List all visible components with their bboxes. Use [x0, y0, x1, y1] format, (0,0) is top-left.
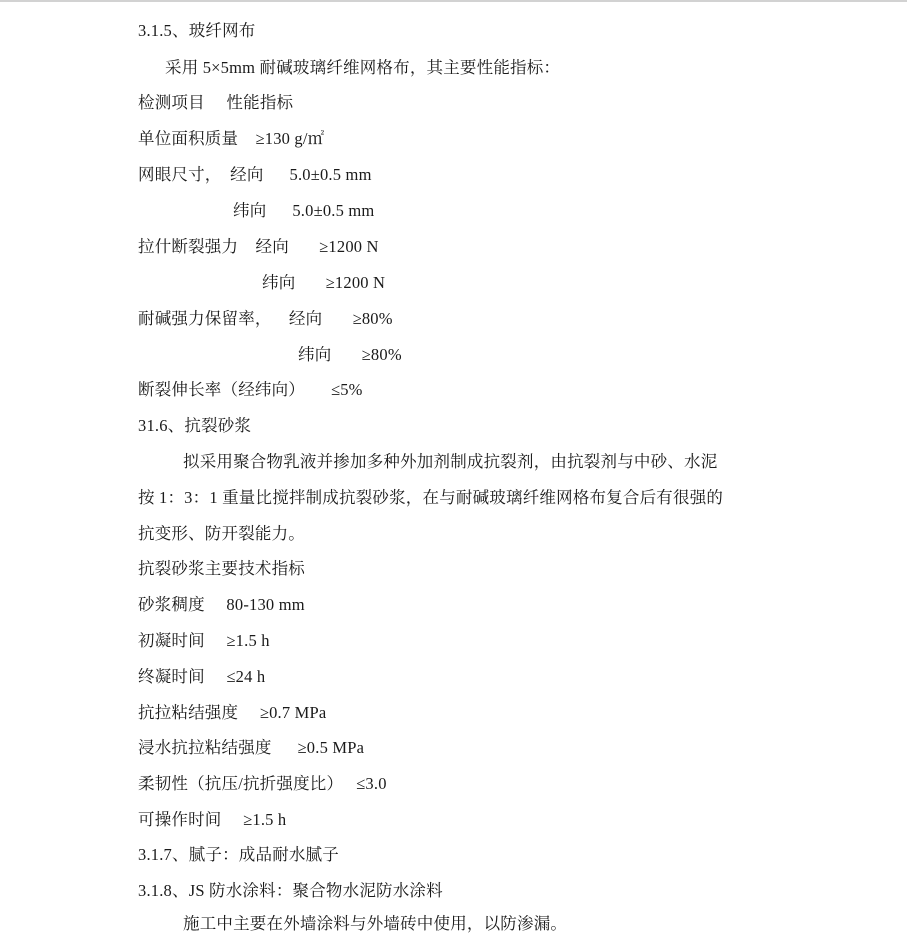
paragraph-line: 抗变形、防开裂能力。: [138, 524, 305, 543]
spec-line: 纬向 5.0±0.5 mm: [233, 201, 375, 220]
spec-line: 纬向 ≥1200 N: [262, 273, 386, 292]
spec-line: 抗拉粘结强度 ≥0.7 MPa: [138, 703, 327, 722]
spec-line: 可操作时间 ≥1.5 h: [138, 810, 287, 829]
subheading-line: 抗裂砂浆主要技术指标: [138, 559, 305, 578]
spec-line: 浸水抗拉粘结强度 ≥0.5 MPa: [138, 738, 365, 757]
heading-3-1-7: 3.1.7、腻子：成品耐水腻子: [138, 845, 339, 864]
heading-3-1-5: 3.1.5、玻纤网布: [138, 21, 256, 40]
spec-line: 柔韧性（抗压/抗折强度比） ≤3.0: [138, 774, 387, 793]
spec-line: 耐碱强力保留率， 经向 ≥80%: [138, 309, 393, 328]
paragraph-line-cut-off: 施工中主要在外墙涂料与外墙砖中使用，以防渗漏。: [183, 914, 568, 933]
spec-line: 纬向 ≥80%: [298, 345, 402, 364]
spec-line: 初凝时间 ≥1.5 h: [138, 631, 270, 650]
spec-line: 终凝时间 ≤24 h: [138, 667, 266, 686]
paragraph-line: 拟采用聚合物乳液并掺加多种外加剂制成抗裂剂，由抗裂剂与中砂、水泥: [183, 452, 718, 471]
heading-3-1-8: 3.1.8、JS 防水涂料：聚合物水泥防水涂料: [138, 881, 443, 900]
spec-line: 断裂伸长率（经纬向） ≤5%: [138, 380, 363, 399]
paragraph-line: 按 1：3：1 重量比搅拌制成抗裂砂浆，在与耐碱玻璃纤维网格布复合后有很强的: [138, 488, 724, 507]
spec-line: 单位面积质量 ≥130 g/㎡: [138, 129, 325, 148]
spec-line: 拉什断裂强力 经向 ≥1200 N: [138, 237, 379, 256]
spec-line: 砂浆稠度 80-130 mm: [138, 595, 305, 614]
heading-3-1-6: 31.6、抗裂砂浆: [138, 416, 252, 435]
paragraph-line: 采用 5×5mm 耐碱玻璃纤维网格布，其主要性能指标：: [165, 58, 561, 77]
spec-line: 网眼尺寸， 经向 5.0±0.5 mm: [138, 165, 372, 184]
table-header-line: 检测项目 性能指标: [138, 93, 294, 112]
